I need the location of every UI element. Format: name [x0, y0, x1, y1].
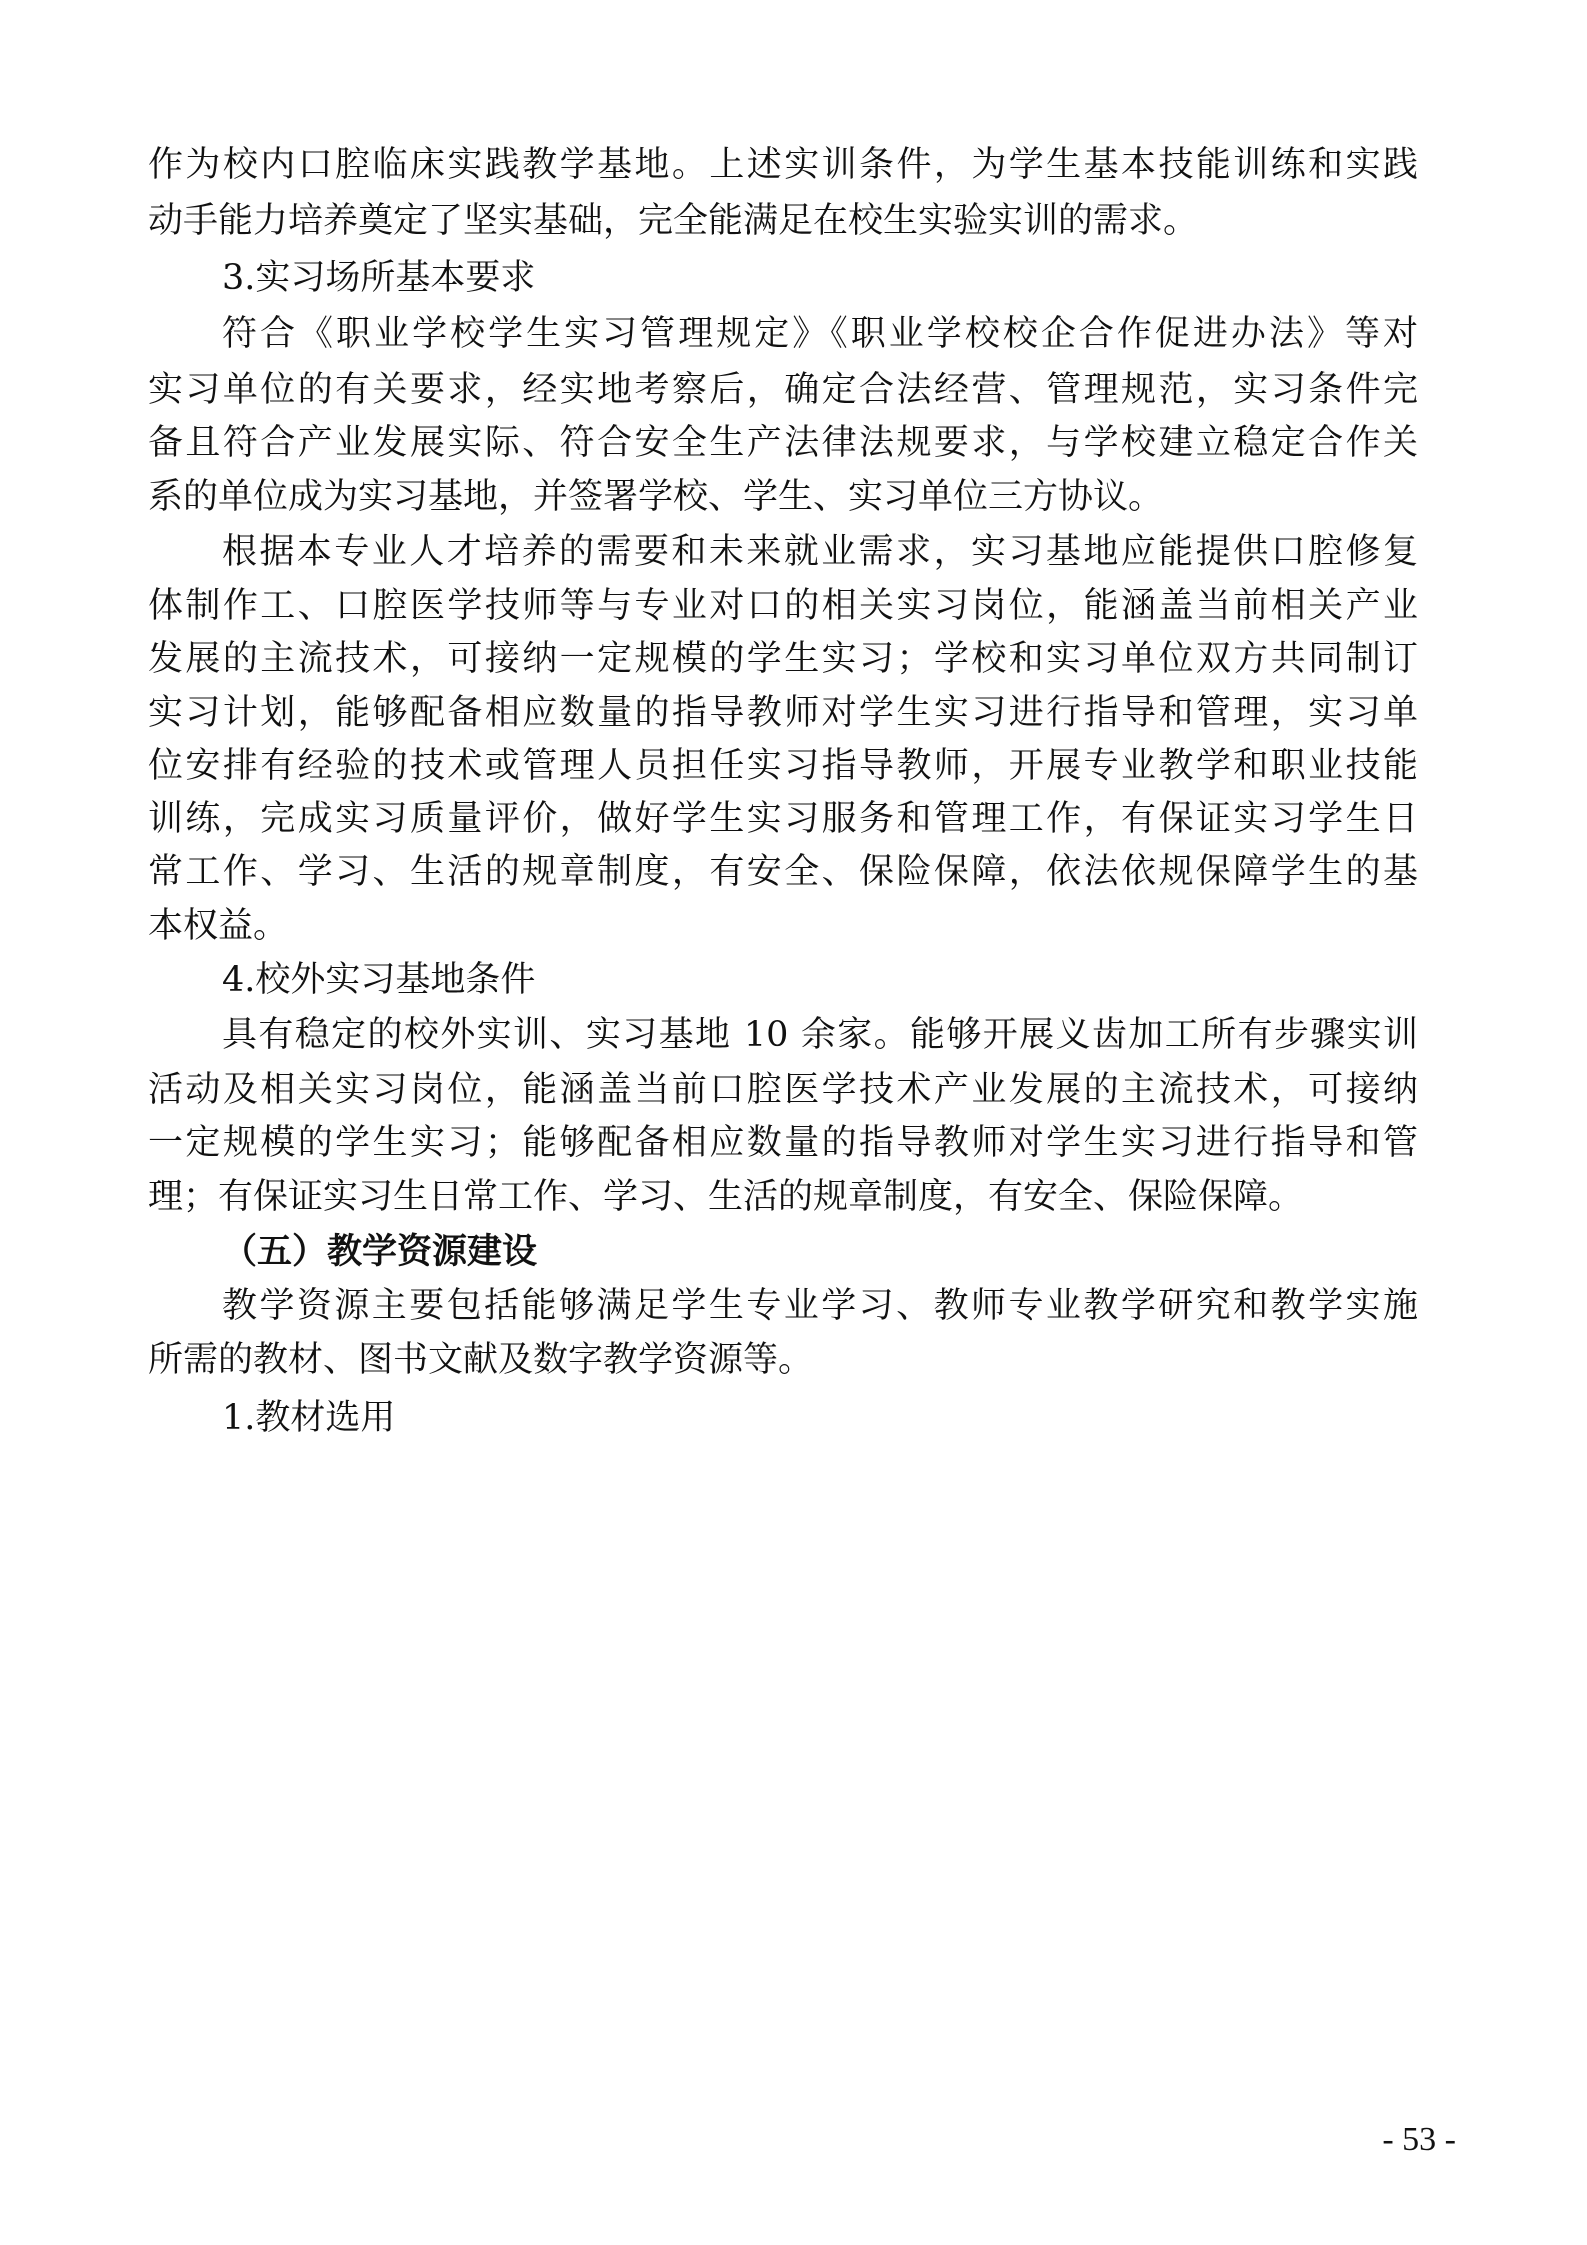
body-text-line: 教学资源主要包括能够满足学生专业学习、教师专业教学研究和教学实施: [222, 1286, 1418, 1326]
body-text-line: 一定规模的学生实习；能够配备相应数量的指导教师对学生实习进行指导和管: [148, 1123, 1418, 1163]
body-text-line: 体制作工、口腔医学技师等与专业对口的相关实习岗位，能涵盖当前相关产业: [148, 586, 1418, 626]
body-text-line: 所需的教材、图书文献及数字教学资源等。: [148, 1340, 814, 1380]
body-text-line: 发展的主流技术，可接纳一定规模的学生实习；学校和实习单位双方共同制订: [148, 639, 1418, 679]
body-text-line: 备且符合产业发展实际、符合安全生产法律法规要求，与学校建立稳定合作关: [148, 423, 1418, 463]
section-heading: 1.教材选用: [222, 1398, 396, 1438]
body-text-line: 具有稳定的校外实训、实习基地 10 余家。能够开展义齿加工所有步骤实训: [222, 1015, 1418, 1055]
body-text-line: 实习单位的有关要求，经实地考察后，确定合法经营、管理规范，实习条件完: [148, 370, 1418, 410]
section-heading: 3.实习场所基本要求: [222, 258, 536, 298]
page-number: - 53 -: [1382, 2121, 1456, 2158]
body-text-line: 位安排有经验的技术或管理人员担任实习指导教师，开展专业教学和职业技能: [148, 746, 1418, 786]
body-text-line: 符合《职业学校学生实习管理规定》《职业学校校企合作促进办法》等对: [222, 314, 1418, 354]
body-text-line: 动手能力培养奠定了坚实基础，完全能满足在校生实验实训的需求。: [148, 201, 1199, 241]
body-text-line: 常工作、学习、生活的规章制度，有安全、保险保障，依法依规保障学生的基: [148, 852, 1418, 892]
body-text-line: 系的单位成为实习基地，并签署学校、学生、实习单位三方协议。: [148, 477, 1164, 517]
body-text-line: 活动及相关实习岗位，能涵盖当前口腔医学技术产业发展的主流技术，可接纳: [148, 1070, 1418, 1110]
body-text-line: 理；有保证实习生日常工作、学习、生活的规章制度，有安全、保险保障。: [148, 1177, 1304, 1217]
body-text-line: 训练，完成实习质量评价，做好学生实习服务和管理工作，有保证实习学生日: [148, 799, 1418, 839]
section-heading-bold: （五）教学资源建设: [222, 1231, 538, 1272]
section-heading: 4.校外实习基地条件: [222, 960, 536, 1000]
body-text-line: 实习计划，能够配备相应数量的指导教师对学生实习进行指导和管理，实习单: [148, 693, 1418, 733]
body-text-line: 本权益。: [148, 906, 289, 946]
body-text-line: 作为校内口腔临床实践教学基地。上述实训条件，为学生基本技能训练和实践: [148, 145, 1418, 185]
body-text-line: 根据本专业人才培养的需要和未来就业需求，实习基地应能提供口腔修复: [222, 532, 1418, 572]
